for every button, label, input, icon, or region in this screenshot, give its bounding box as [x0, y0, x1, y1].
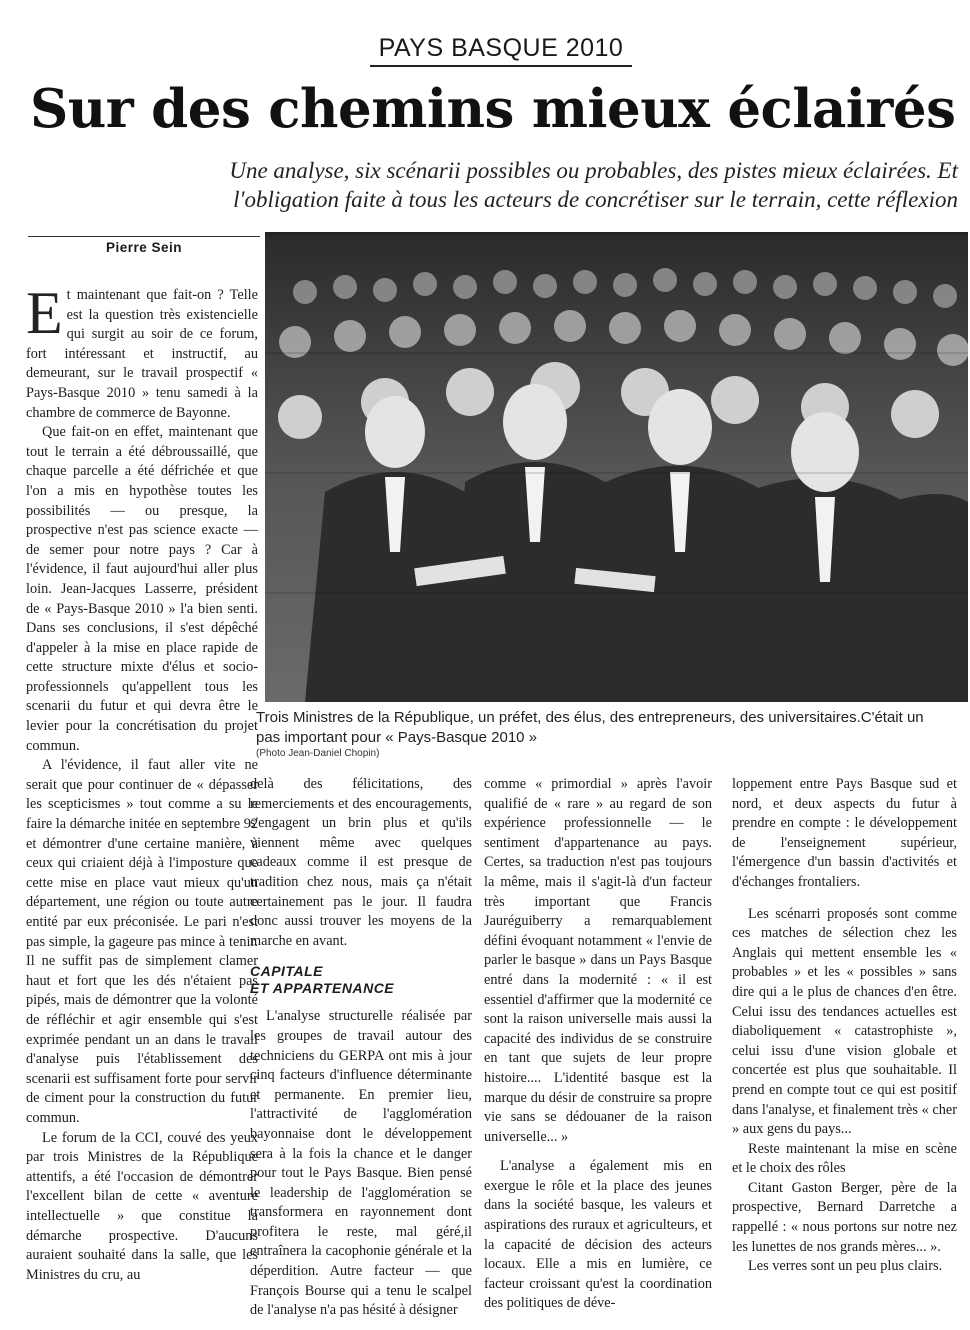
subheading-line-2: ET APPARTENANCE [250, 980, 395, 997]
article-column-2 [250, 775, 472, 1320]
paragraph: A l'évidence, il faut aller vite ne serait que pour continuer de « dépasser les scepticismes » tout comme a su le faire la démarche initée en septembre 92 et démontrer d'une certaine manière, à ceux qui criaient déjà à l'imposture que cette mise en place vaut mieux qu'un département, une région ou toute autre entité par eux préconisée. Le pari n'est pas simple, la gageure pas mince à tenir. Il ne suffit pas de simplement clamer haut et fort que les dés n'étaient pas pipés, mais de démontrer que la volonté de réfléchir et agir ensemble qui s'est exprimée pendant un an dans le travail d'analyse puis l'établissement des scenarii est suffisament forte pour servir de ciment pour la construction du futur commun. [26, 757, 258, 1126]
standfirst-line-2: l'obligation faite à tous les acteurs de concrétiser sur le terrain, cette réflexion [233, 187, 958, 212]
paragraph: Les scénarri proposés sont comme ces matches de sélection chez les Anglais qui mettent ensemble les « probables » et les « possibles » sans dire qui a le plus de chances d'en être. Celui issu des tendances actuelles est diaboliquement « catastrophiste », celui issu d'une vision globale et concertée est plus que souhaitable. Il prend en compte tout ce qui est positif dans l'analyse, et finalement très « cher » aux gens du pays... [732, 905, 957, 1138]
paragraph: comme « primordial » après l'avoir qualifié de « rare » au regard de son expérience professionnelle — le sentiment d'appartenance au pays. Certes, sa traduction n'est pas toujours la même, mais il s'agit-là d'un facteur très important que Francis Jauréguiberry a remarquablement défini évoquant notamment « l'envie de parler le basque » dans un Pays Basque entré dans la modernité : « il est essentiel d'affirmer que la modernité ce sont la raison universelle mais aussi la capacité des individus de se construire en tant que sujets de leur propre histoire.... L'identité basque est la marque du désir de construire sa propre vie sans se dédouaner de la raison universelle... » [484, 776, 712, 1145]
paragraph: Reste maintenant la mise en scène et le choix des rôles [732, 1140, 957, 1177]
byline: Pierre Sein [105, 240, 183, 255]
paragraph: loppement entre Pays Basque sud et nord, et deux aspects du futur à prendre en compte : le développement de l'enseignement supérieur, l'émergence d'un bassin d'activités et d'échanges frontaliers. [732, 776, 957, 890]
section-kicker: PAYS BASQUE 2010 [370, 34, 632, 67]
paragraph: Le forum de la CCI, couvé des yeux par trois Ministres de la République attentifs, a été l'occasion de démontrer l'excellent bilan de cette « aventure intellectuelle » que constitue la démarche prospective. D'aucuns auraient souhaité dans la salle, que les Ministres du cru, au [26, 1129, 258, 1283]
paragraph: Que fait-on en effet, maintenant que tout le terrain a été débroussaillé, que chaque parcelle a été défrichée et que l'on a mis en hypothèse toutes les possibilités — ou presque, la prospective n'est pas science exacte — de semer pour notre pays ? Car à l'évidence, il faut aujourd'hui aller plus loin. Jean-Jacques Lasserre, président de « Pays-Basque 2010 » l'a bien senti. Dans ses conclusions, il s'est dépêché d'appeler à la mise en place rapide de cette structure mixte d'élus et socio-professionnels qu'appellent tous les scenarii du futur et qui devra être le levier pour la concrétisation du projet commun. [26, 424, 258, 754]
article-column-1 [26, 286, 258, 1316]
drop-cap: E [26, 286, 63, 346]
paragraph: L'analyse a également mis en exergue le rôle et la place des jeunes dans la société basque, les valeurs et aspirations des ruraux et agriculteurs, et la capacité de décision des acteurs locaux. Elle a mis en lumière, ce facteur croissant qu'est la coordination des politiques de déve- [484, 1158, 712, 1312]
standfirst-line-1: Une analyse, six scénarii possibles ou probables, des pistes mieux éclairées. Et [229, 158, 958, 183]
article-column-3 [484, 775, 712, 1320]
photo-credit: (Photo Jean-Daniel Chopin) [256, 748, 380, 759]
lead-text: t maintenant que fait-on ? Telle est la question très existencielle qui surgit au soir de ce forum, fort intéressant et instructif, au demeurant, sur le travail prospectif « Pays-Basque 2010 » tenu samedi à la chambre de commerce de Bayonne. [26, 287, 258, 421]
photo-image [265, 232, 968, 702]
photo-audience [265, 232, 968, 702]
headline: Sur des chemins mieux éclairés [30, 78, 956, 140]
subheading [250, 963, 472, 997]
subheading-line-1: CAPITALE [250, 963, 323, 980]
paragraph: Les verres sont un peu plus clairs. [748, 1258, 943, 1275]
photo-caption: Trois Ministres de la République, un préfet, des élus, des entrepreneurs, des universitaires.C'était un pas important pour « Pays-Basque 2010 » [256, 709, 924, 746]
paragraph: L'analyse structurelle réalisée par les groupes de travail autour des techniciens du GERPA ont mis à jour cinq facteurs d'influence déterminante et permanente. En premier lieu, l'attractivité de l'agglomération bayonnaise dont le développement sera à la fois la chance et le danger pour tout le Pays Basque. Bien pensé le leadership de l'agglomération se transformera en rayonnement dont profitera le reste, mal géré,il entraînera la cacophonie générale et la déperdition. Autre facteur — que François Bourse qui a tenu le scalpel de l'analyse n'a pas hésité à désigner [250, 1008, 472, 1319]
lead-paragraph [26, 286, 258, 423]
standfirst [40, 156, 958, 214]
article-column-4 [732, 775, 957, 1320]
paragraph: Citant Gaston Berger, père de la prospective, Bernard Darretche a rappellé : « nous portons sur notre nez les lunettes de nos grands mères... ». [732, 1179, 957, 1255]
paragraph: delà des félicitations, des remerciements et des encouragements, s'engagent un brin plus et qu'ils viennent même avec quelques cadeaux comme il est presque de tradition chez nous, mais ça n'était certainement pas le jour. Il faudra donc aussi trouver les moyens de la marche en avant. [250, 776, 472, 949]
byline-rule [28, 236, 260, 237]
